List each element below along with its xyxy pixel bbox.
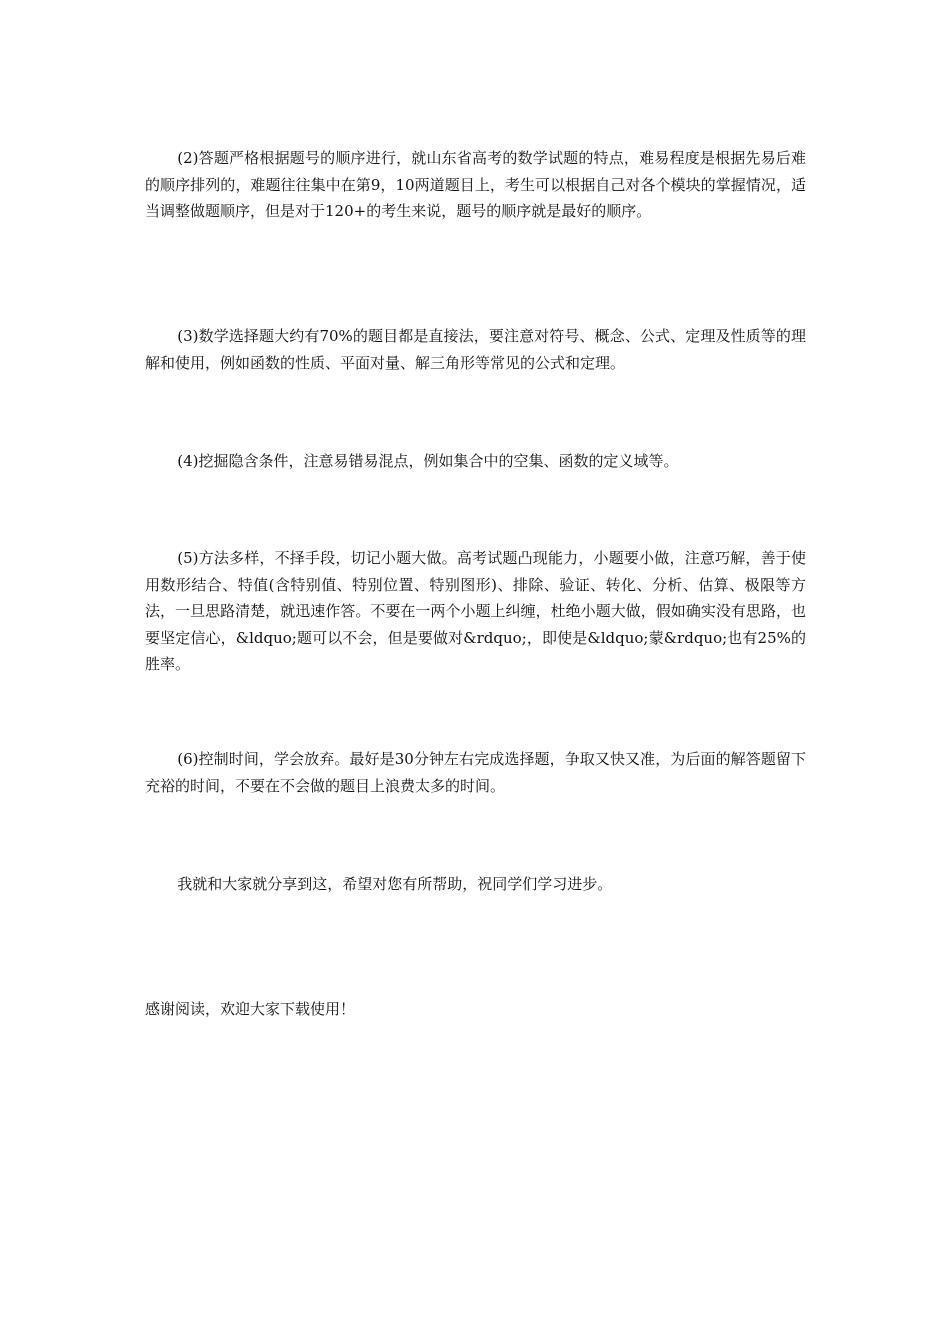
paragraph-direct-method: (3)数学选择题大约有70%的题目都是直接法，要注意对符号、概念、公式、定理及性质等的理解和使用，例如函数的性质、平面对量、解三角形等常见的公式和定理。 (145, 327, 806, 372)
paragraph-time-control: (6)控制时间，学会放弃。最好是30分钟左右完成选择题，争取又快又准，为后面的解答题留下充裕的时间，不要在不会做的题目上浪费太多的时间。 (145, 750, 806, 795)
paragraph-hidden-conditions: (4)挖掘隐含条件，注意易错易混点，例如集合中的空集、函数的定义域等。 (177, 452, 679, 470)
paragraph-answer-order: (2)答题严格根据题号的顺序进行，就山东省高考的数学试题的特点，难易程度是根据先易后难的顺序排列的，难题往往集中在第9，10两道题目上，考生可以根据自己对各个模块的掌握情况，适当调整做题顺序，但是对于120+的考生来说，题号的顺序就是最好的顺序。 (145, 149, 806, 220)
paragraph-thanks: 感谢阅读，欢迎大家下载使用！ (145, 1000, 356, 1018)
paragraph-various-methods: (5)方法多样，不择手段，切记小题大做。高考试题凸现能力，小题要小做，注意巧解，善于使用数形结合、特值(含特别值、特别位置、特别图形)、排除、验证、转化、分析、估算、极限等方法，一旦思路清楚，就迅速作答。不要在一两个小题上纠缠，杜绝小题大做，假如确实没有思路，也要坚定信心，&ldquo;题可以不会，但是要做对&rdquo;，即使是&ldquo;蒙&rdquo;也有25%的胜率。 (145, 549, 806, 673)
paragraph-closing-remark: 我就和大家就分享到这，希望对您有所帮助，祝同学们学习进步。 (177, 875, 613, 893)
